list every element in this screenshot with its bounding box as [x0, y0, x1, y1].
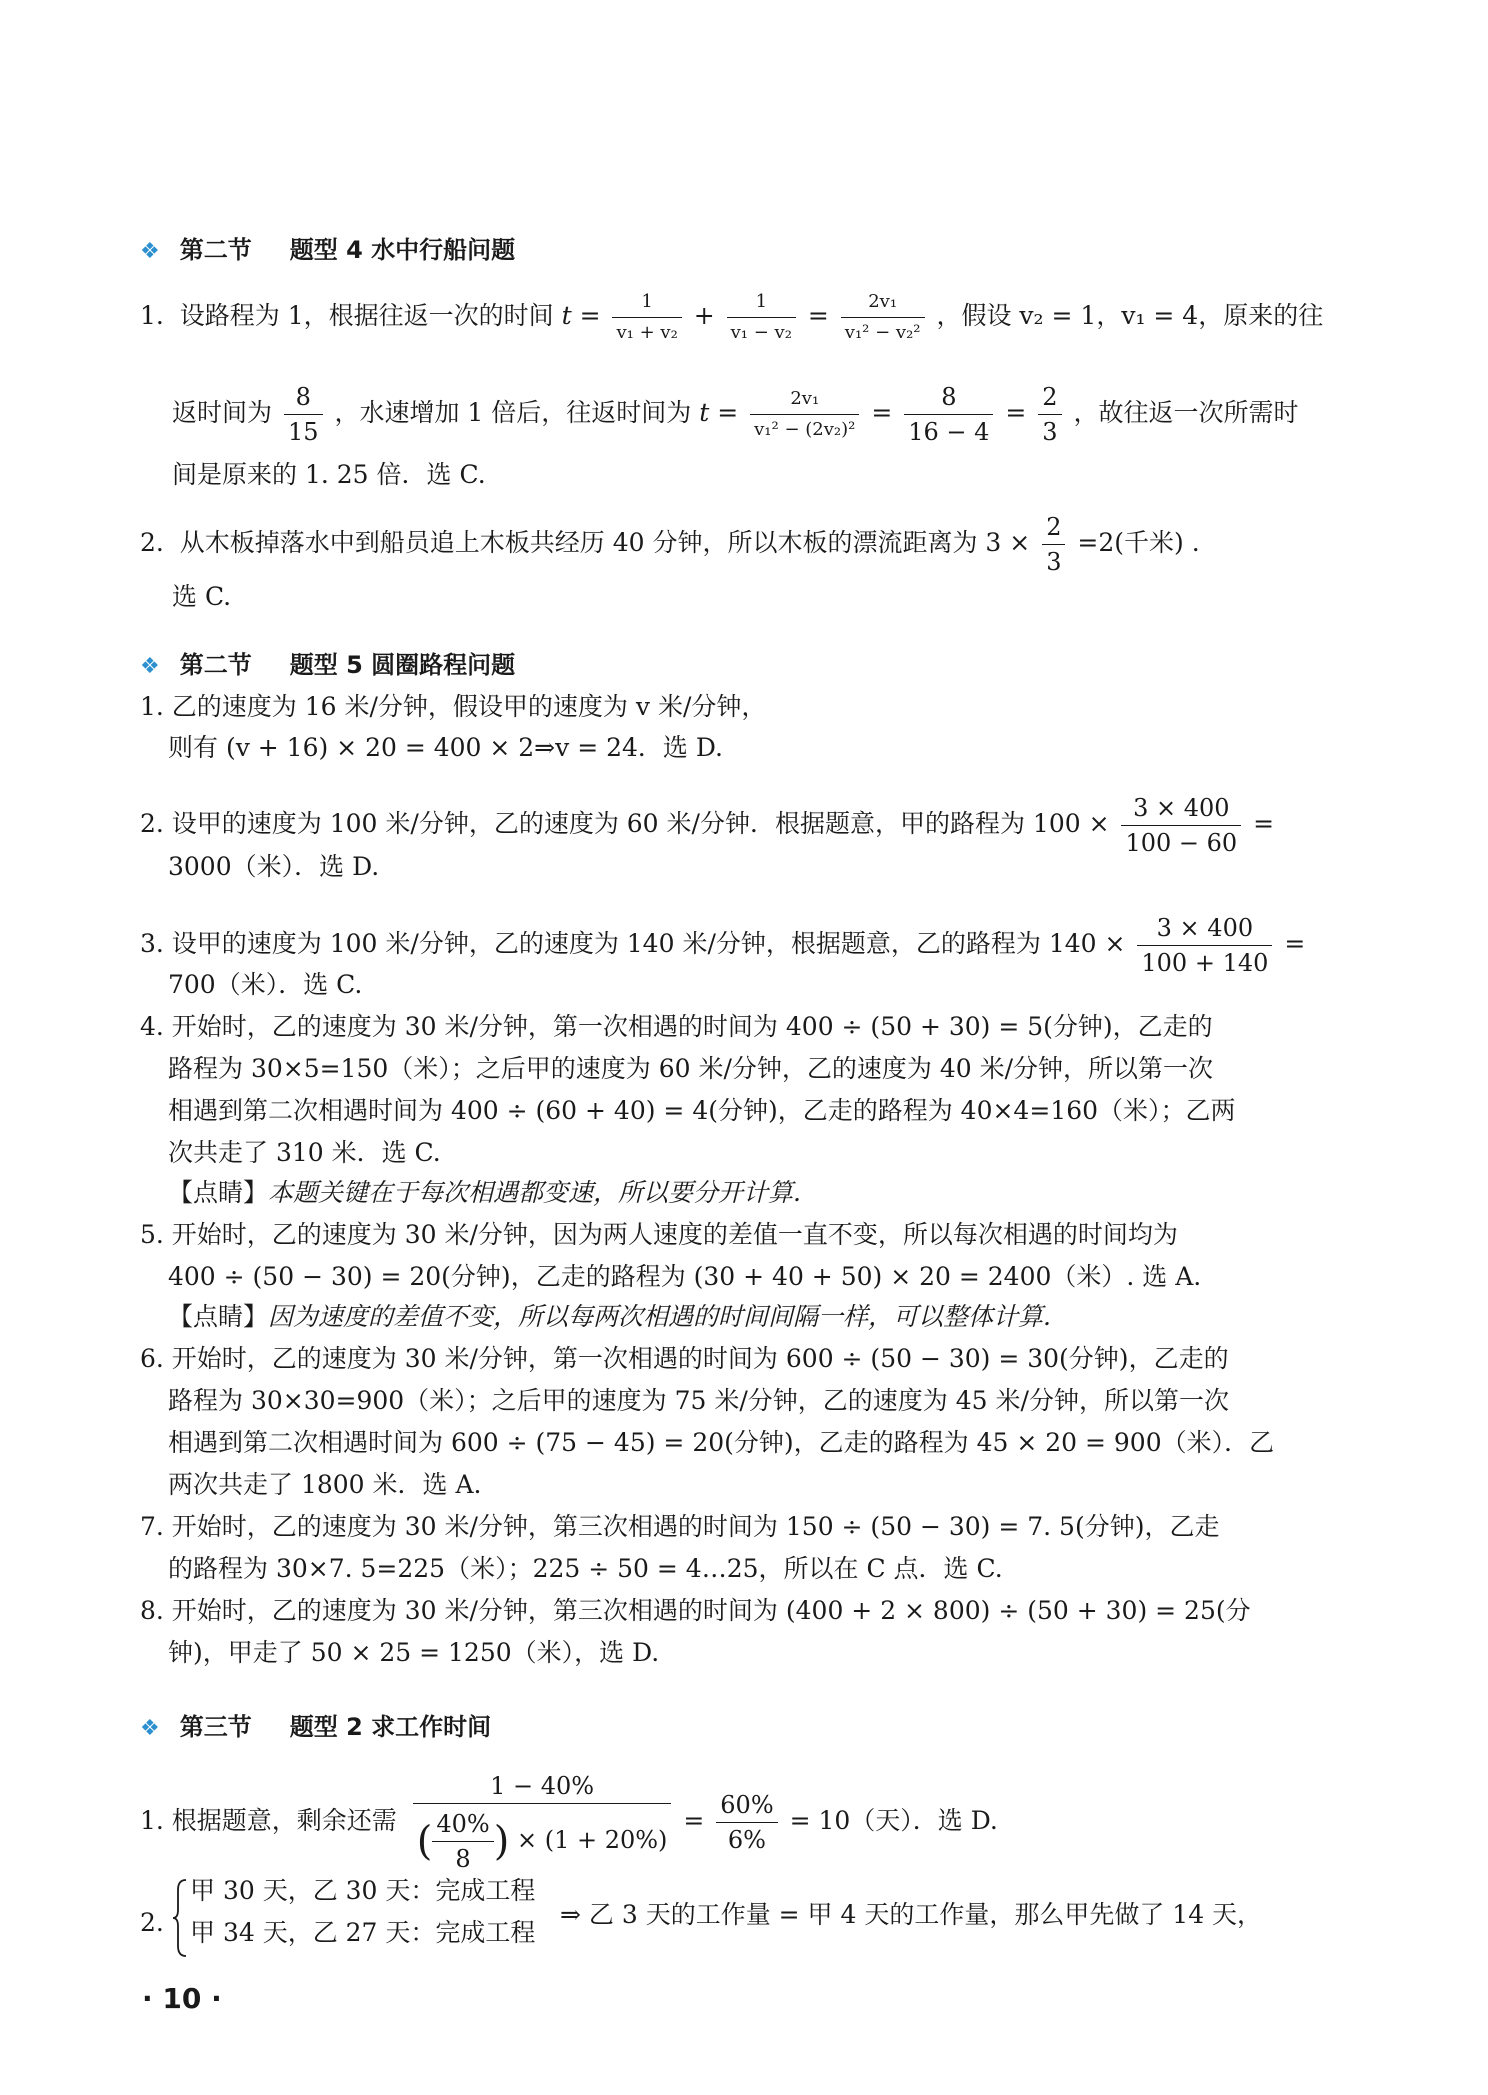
fraction: $\frac{1}{\text{v₁ + v₂}}$ — [612, 290, 681, 345]
diamond-icon: ❖ — [140, 654, 160, 679]
s1-q1-line3: 间是原来的 1. 25 倍．选 C. — [172, 460, 486, 489]
section-header: ❖ 第三节 题型 2 求工作时间 — [140, 1713, 492, 1741]
s3-q2-text: ⇒ 乙 3 天的工作量 = 甲 4 天的工作量，那么甲先做了 14 天， — [560, 1900, 1263, 1929]
s1-q1-line2: 返时间为 $\frac{8}{15}$ ，水速增加 1 倍后，往返时间为 t = $\frac{\text{2v₁}}{\text{v₁² − (2v₂)²}}$ = $\frac{8}{16 - 4}$ = $\frac{2}{3}$ ，故往返一次所需时 — [172, 383, 1299, 446]
s2-line: 6. 开始时，乙的速度为 30 米/分钟，第一次相遇的时间为 600 ÷ (50 − 30) = 30(分钟)，乙走的 — [140, 1344, 1229, 1373]
s2-line: 8. 开始时，乙的速度为 30 米/分钟，第三次相遇的时间为 (400 + 2 × 800) ÷ (50 + 30) = 25(分 — [140, 1596, 1251, 1625]
s2-line: 相遇到第二次相遇时间为 400 ÷ (60 + 40) = 4(分钟)，乙走的路程为 40×4=160（米）；乙两 — [168, 1096, 1236, 1125]
tip-line: 【点睛】因为速度的差值不变，所以每两次相遇的时间间隔一样，可以整体计算. — [168, 1302, 1051, 1331]
s2-line: 次共走了 310 米．选 C. — [168, 1138, 441, 1167]
fraction: $\frac{\text{2v₁}}{\text{v₁² − (2v₂)²}}$ — [750, 387, 859, 442]
fraction: $\frac{2}{3}$ — [1038, 383, 1061, 446]
fraction: $\frac{1}{\text{v₁ − v₂}}$ — [727, 290, 796, 345]
s2-line: 两次共走了 1800 米．选 A. — [168, 1470, 482, 1499]
s2-q2-line1: 2. 设甲的速度为 100 米/分钟，乙的速度为 60 米/分钟．根据题意，甲的路程为 100 × $\frac{3 \times 400}{100 - 60}$ = — [140, 794, 1275, 857]
fraction: $\frac{\text{2v₁}}{\text{v₁² − v₂²}}$ — [841, 290, 925, 345]
tip-line: 【点睛】本题关键在于每次相遇都变速，所以要分开计算. — [168, 1178, 801, 1207]
s2-line: 的路程为 30×7. 5=225（米）；225 ÷ 50 = 4…25，所以在 C 点．选 C. — [168, 1554, 1003, 1583]
s1-q2-line2: 选 C. — [172, 582, 232, 611]
fraction: $\frac{3 \times 400}{100 + 140}$ — [1137, 914, 1272, 977]
s2-line: 4. 开始时，乙的速度为 30 米/分钟，第一次相遇的时间为 400 ÷ (50 + 30) = 5(分钟)，乙走的 — [140, 1012, 1213, 1041]
fraction: $\frac{2}{3}$ — [1042, 513, 1065, 576]
s1-q1-line1: 1. 设路程为 1，根据往返一次的时间 t = $\frac{1}{\text{v₁ + v₂}}$ + $\frac{1}{\text{v₁ − v₂}}$ = $\frac{\text{2v₁}}{\text{v₁² − v₂²}}$ ，假设 v₂ = 1，v₁ = 4，原来的往 — [140, 291, 1324, 343]
section-header: ❖ 第二节 题型 5 圆圈路程问题 — [140, 651, 516, 679]
s2-line: 则有 (v + 16) × 20 = 400 × 2⇒v = 24．选 D. — [168, 733, 723, 762]
left-brace-icon — [172, 1878, 188, 1958]
system-row: 甲 34 天，乙 27 天：完成工程 — [190, 1918, 536, 1947]
s2-line: 路程为 30×30=900（米）；之后甲的速度为 75 米/分钟，乙的速度为 45 米/分钟，所以第一次 — [168, 1386, 1229, 1415]
s2-line: 3000（米）．选 D. — [168, 852, 380, 881]
s2-line: 路程为 30×5=150（米）；之后甲的速度为 60 米/分钟，乙的速度为 40 米/分钟，所以第一次 — [168, 1054, 1214, 1083]
fraction: $\frac{8}{15}$ — [284, 383, 323, 446]
s1-q2-line1: 2. 从木板掉落水中到船员追上木板共经历 40 分钟，所以木板的漂流距离为 3 × $\frac{2}{3}$ =2(千米) . — [140, 513, 1200, 576]
diamond-icon: ❖ — [140, 239, 160, 264]
s2-q3-line1: 3. 设甲的速度为 100 米/分钟，乙的速度为 140 米/分钟，根据题意，乙的路程为 140 × $\frac{3 \times 400}{100 + 140}$ = — [140, 914, 1306, 977]
fraction: $\frac{8}{16 - 4}$ — [904, 383, 993, 446]
s2-line: 7. 开始时，乙的速度为 30 米/分钟，第三次相遇的时间为 150 ÷ (50 − 30) = 7. 5(分钟)，乙走 — [140, 1512, 1220, 1541]
fraction: 1 − 40% ( $\frac{40\%}{8}$ ) × (1 + 20%) — [413, 1772, 672, 1873]
s2-line: 1. 乙的速度为 16 米/分钟，假设甲的速度为 v 米/分钟， — [140, 692, 767, 721]
fraction: $\frac{3 \times 400}{100 - 60}$ — [1121, 794, 1241, 857]
s2-line: 相遇到第二次相遇时间为 600 ÷ (75 − 45) = 20(分钟)，乙走的路程为 45 × 20 = 900（米）．乙 — [168, 1428, 1275, 1457]
s2-line: 5. 开始时，乙的速度为 30 米/分钟，因为两人速度的差值一直不变，所以每次相遇的时间均为 — [140, 1220, 1178, 1249]
s2-line: 钟)，甲走了 50 × 25 = 1250（米），选 D. — [168, 1638, 660, 1667]
system-row: 甲 30 天，乙 30 天：完成工程 — [190, 1876, 536, 1905]
s3-q1: 1. 根据题意，剩余还需 1 − 40% ( $\frac{40\%}{8}$ ) × (1 + 20%) = $\frac{60\%}{6\%}$ = 10（天）．选 D. — [140, 1772, 998, 1873]
section-header: ❖ 第二节 题型 4 水中行船问题 — [140, 236, 516, 264]
s3-q2-num: 2. — [140, 1908, 164, 1937]
s2-line: 400 ÷ (50 − 30) = 20(分钟)，乙走的路程为 (30 + 40 + 50) × 20 = 2400（米）. 选 A. — [168, 1262, 1202, 1291]
s2-line: 700（米）．选 C. — [168, 970, 363, 999]
page-number: · 10 · — [142, 1982, 222, 2015]
fraction: $\frac{60\%}{6\%}$ — [716, 1791, 777, 1854]
diamond-icon: ❖ — [140, 1716, 160, 1741]
